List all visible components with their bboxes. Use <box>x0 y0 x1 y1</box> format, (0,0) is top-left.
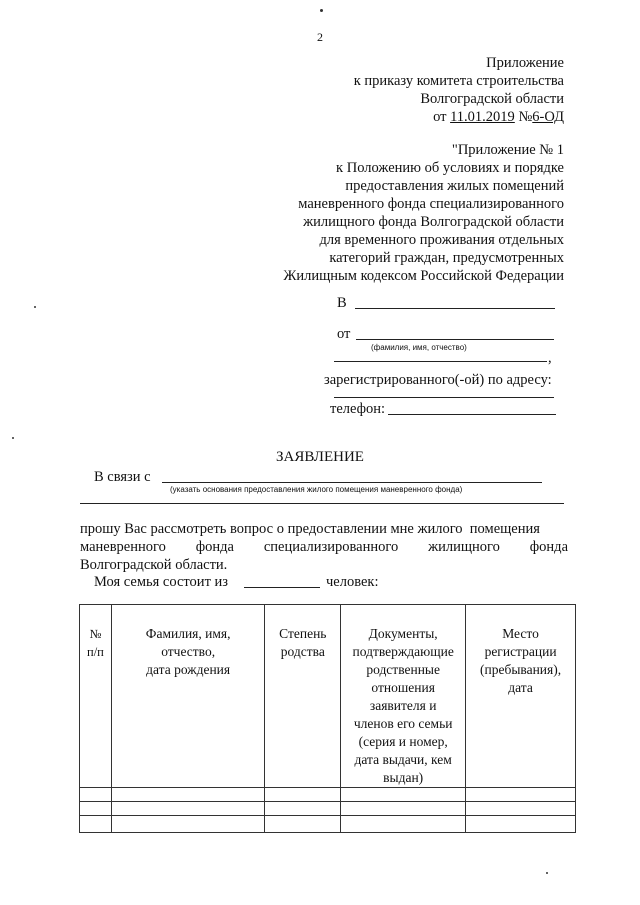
header-line: к приказу комитета строительства <box>353 73 564 89</box>
table-cell[interactable] <box>80 788 112 802</box>
table-row <box>80 802 576 816</box>
regulation-line: предоставления жилых помещений <box>345 178 564 194</box>
table-cell[interactable] <box>265 788 341 802</box>
regulation-line: маневренного фонда специализированного <box>298 196 564 212</box>
scan-dot <box>546 872 548 874</box>
fio-hint: (фамилия, имя, отчество) <box>371 343 467 352</box>
from-label: от <box>337 326 351 342</box>
regulation-line: Жилищным кодексом Российской Федерации <box>283 268 564 284</box>
table-cell[interactable] <box>111 802 265 816</box>
header-line: Волгоградской области <box>420 91 564 107</box>
request-line-1: прошу Вас рассмотреть вопрос о предоставлении мне жилого помещения <box>80 521 540 537</box>
regulation-line: "Приложение № 1 <box>451 142 564 158</box>
header-text: Фамилия, имя, отчество, дата рождения <box>145 626 231 677</box>
header-cell-name <box>111 605 265 788</box>
table-cell[interactable] <box>111 788 265 802</box>
number-prefix: № <box>518 109 533 125</box>
table-cell[interactable] <box>265 802 341 816</box>
date-prefix: от <box>433 109 447 125</box>
regulation-line: к Положению об условиях и порядке <box>336 160 564 176</box>
header-cell-documents <box>341 605 466 788</box>
order-date: 11.01.2019 <box>450 109 515 125</box>
reason-hint: (указать основания предоставления жилого помещения маневренного фонда) <box>170 485 463 494</box>
regulation-line: жилищного фонда Волгоградской области <box>303 214 564 230</box>
family-count-line[interactable] <box>244 587 320 588</box>
header-appendix <box>264 54 564 126</box>
regulation-line: категорий граждан, предусмотренных <box>329 250 564 266</box>
table-cell[interactable] <box>341 788 466 802</box>
phone-label: телефон: <box>330 401 386 417</box>
regulation-line: для временного проживания отдельных <box>319 232 564 248</box>
to-field-line[interactable] <box>355 308 555 309</box>
scan-dot <box>34 306 36 308</box>
fio-comma: , <box>548 350 552 366</box>
reason-label: В связи с <box>94 469 151 485</box>
scan-dot <box>12 437 14 439</box>
family-table <box>79 604 576 833</box>
table-cell[interactable] <box>265 816 341 833</box>
header-text: Документы, подтверждающие родственные отношения заявителя и членов его семьи (серия и номер, дата выдачи, кем выдан) <box>352 626 454 785</box>
header-regulation <box>204 141 564 285</box>
table-header-row <box>80 605 576 788</box>
request-line-3: Волгоградской области. <box>80 557 228 573</box>
reason-field-line-2[interactable] <box>80 503 564 504</box>
request-word: специализированного <box>263 539 399 555</box>
header-cell-registration <box>466 605 576 788</box>
document-title: ЗАЯВЛЕНИЕ <box>276 449 364 465</box>
request-word: фонда <box>529 539 568 555</box>
request-word: маневренного <box>80 539 166 555</box>
reason-field-line[interactable] <box>162 482 542 483</box>
table-row <box>80 816 576 833</box>
header-text: Степень родства <box>279 626 327 659</box>
header-text: Место регистрации (пребывания), дата <box>479 626 562 695</box>
table-cell[interactable] <box>466 788 576 802</box>
table-cell[interactable] <box>80 802 112 816</box>
table-row <box>80 788 576 802</box>
fio-field-line[interactable] <box>334 361 547 362</box>
to-label: В <box>337 295 347 311</box>
request-line-2 <box>80 538 568 556</box>
table-cell[interactable] <box>341 802 466 816</box>
table-cell[interactable] <box>341 816 466 833</box>
order-number: 6-ОД <box>532 109 564 125</box>
phone-field-line[interactable] <box>388 414 556 415</box>
family-suffix: человек: <box>326 574 379 590</box>
header-line: Приложение <box>486 55 564 71</box>
request-word: жилищного <box>428 539 500 555</box>
table-cell[interactable] <box>80 816 112 833</box>
table-cell[interactable] <box>466 802 576 816</box>
page-number: 2 <box>317 30 323 44</box>
table-cell[interactable] <box>111 816 265 833</box>
header-text: № п/п <box>87 627 104 659</box>
family-prefix: Моя семья состоит из <box>94 574 229 590</box>
table-cell[interactable] <box>466 816 576 833</box>
header-cell-relation <box>265 605 341 788</box>
address-field-line[interactable] <box>334 397 554 398</box>
scan-dot <box>320 9 323 12</box>
header-date-line <box>264 108 564 126</box>
request-word: фонда <box>195 539 234 555</box>
from-field-line[interactable] <box>356 339 554 340</box>
header-cell-number <box>80 605 112 788</box>
registered-label: зарегистрированного(-ой) по адресу: <box>324 372 552 388</box>
